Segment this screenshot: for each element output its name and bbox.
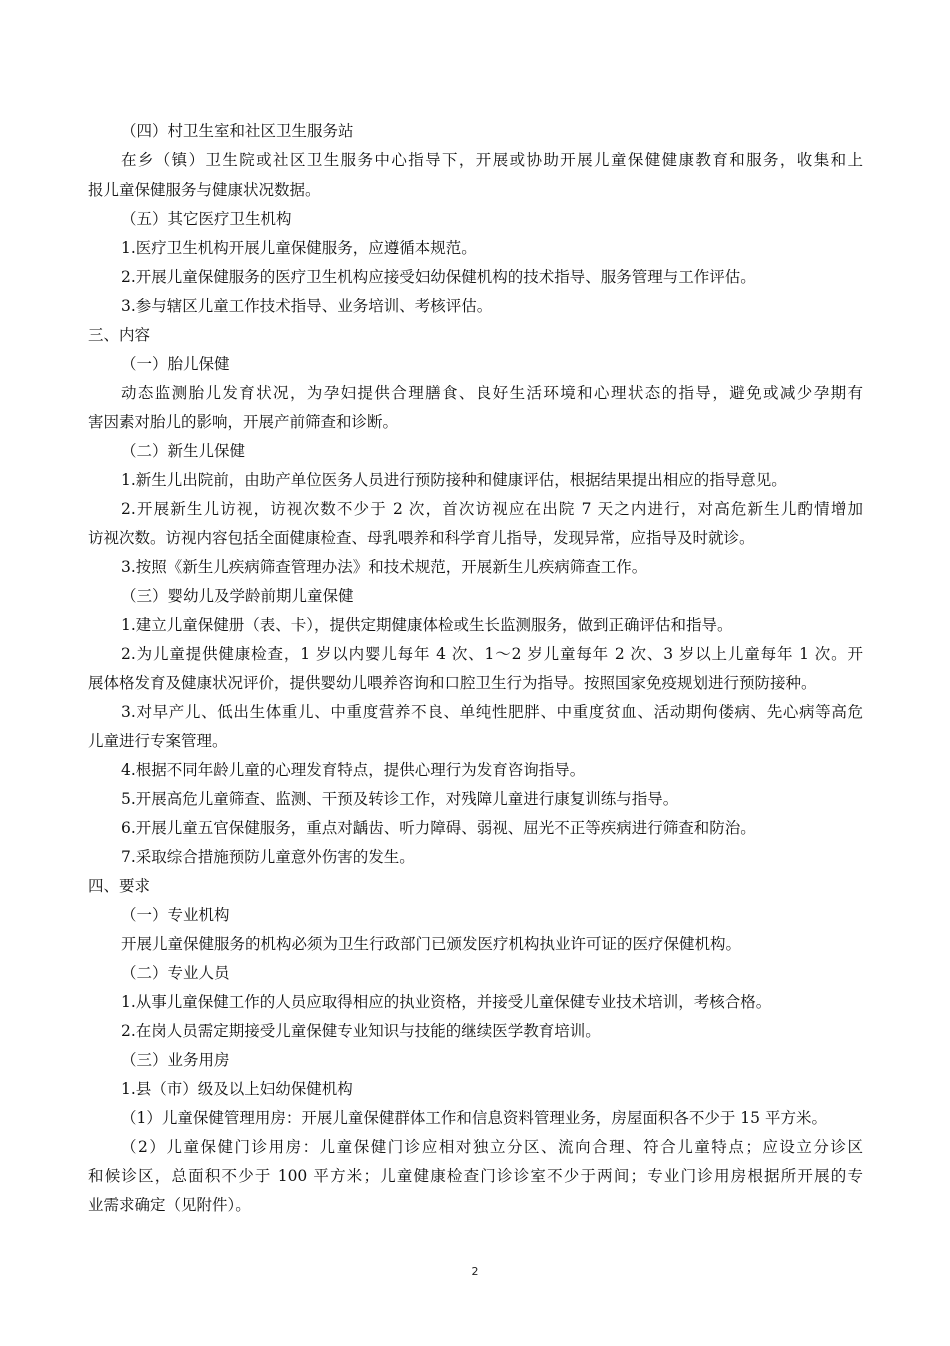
text-line: 5.开展高危儿童筛查、监测、干预及转诊工作，对残障儿童进行康复训练与指导。	[121, 790, 679, 808]
text-line: 1.从事儿童保健工作的人员应取得相应的执业资格，并接受儿童保健专业技术培训，考核合格。	[121, 993, 772, 1011]
text-line: 动态监测胎儿发育状况，为孕妇提供合理膳食、良好生活环境和心理状态的指导，避免或减少孕期有	[121, 384, 863, 402]
text-line: （五）其它医疗卫生机构	[121, 210, 292, 228]
text-line: （1）儿童保健管理用房：开展儿童保健群体工作和信息资料管理业务，房屋面积各不少于 15 平方米。	[121, 1109, 827, 1127]
text-line: 2.在岗人员需定期接受儿童保健专业知识与技能的继续医学教育培训。	[121, 1022, 601, 1040]
text-line: 害因素对胎儿的影响，开展产前筛查和诊断。	[88, 413, 399, 431]
text-line: 2.为儿童提供健康检查，1 岁以内婴儿每年 4 次、1～2 岁儿童每年 2 次、3 岁以上儿童每年 1 次。开	[121, 645, 863, 663]
text-line: （三）业务用房	[121, 1051, 230, 1069]
text-line: 3.参与辖区儿童工作技术指导、业务培训、考核评估。	[121, 297, 493, 315]
text-line: 1.建立儿童保健册（表、卡），提供定期健康体检或生长监测服务，做到正确评估和指导。	[121, 616, 733, 634]
text-line: （二）专业人员	[121, 964, 230, 982]
text-line: 7.采取综合措施预防儿童意外伤害的发生。	[121, 848, 415, 866]
text-line: （二）新生儿保健	[121, 442, 246, 460]
text-line: 4.根据不同年龄儿童的心理发育特点，提供心理行为发育咨询指导。	[121, 761, 586, 779]
section-heading: 三、内容	[88, 326, 151, 344]
text-line: 1.县（市）级及以上妇幼保健机构	[121, 1080, 353, 1098]
text-line: 业需求确定（见附件）。	[88, 1196, 251, 1214]
text-line: （2）儿童保健门诊用房：儿童保健门诊应相对独立分区、流向合理、符合儿童特点；应设立分诊区	[121, 1138, 863, 1156]
text-line: （四）村卫生室和社区卫生服务站	[121, 122, 354, 140]
page-number: 2	[471, 1265, 479, 1278]
text-line: 6.开展儿童五官保健服务，重点对龋齿、听力障碍、弱视、屈光不正等疾病进行筛查和防治。	[121, 819, 756, 837]
text-line: 访视次数。访视内容包括全面健康检查、母乳喂养和科学育儿指导，发现异常，应指导及时就诊。	[88, 529, 755, 547]
text-line: （三）婴幼儿及学龄前期儿童保健	[121, 587, 354, 605]
text-line: 1.新生儿出院前，由助产单位医务人员进行预防接种和健康评估，根据结果提出相应的指导意见。	[121, 471, 787, 489]
text-line: 2.开展儿童保健服务的医疗卫生机构应接受妇幼保健机构的技术指导、服务管理与工作评估。	[121, 268, 756, 286]
text-line: 在乡（镇）卫生院或社区卫生服务中心指导下，开展或协助开展儿童保健健康教育和服务，收集和上	[121, 151, 863, 169]
text-line: 报儿童保健服务与健康状况数据。	[88, 181, 321, 199]
text-line: 3.按照《新生儿疾病筛查管理办法》和技术规范，开展新生儿疾病筛查工作。	[121, 558, 648, 576]
text-line: 儿童进行专案管理。	[88, 732, 228, 750]
text-line: 和候诊区，总面积不少于 100 平方米；儿童健康检查门诊诊室不少于两间；专业门诊用房根据所开展的专	[88, 1167, 863, 1185]
text-line: 1.医疗卫生机构开展儿童保健服务，应遵循本规范。	[121, 239, 477, 257]
text-line: 开展儿童保健服务的机构必须为卫生行政部门已颁发医疗机构执业许可证的医疗保健机构。	[121, 935, 742, 953]
section-heading: 四、要求	[88, 877, 151, 895]
text-line: （一）胎儿保健	[121, 355, 230, 373]
text-line: 2.开展新生儿访视，访视次数不少于 2 次，首次访视应在出院 7 天之内进行，对高危新生儿酌情增加	[121, 500, 863, 518]
text-line: 3.对早产儿、低出生体重儿、中重度营养不良、单纯性肥胖、中重度贫血、活动期佝偻病、先心病等高危	[121, 703, 863, 721]
text-line: （一）专业机构	[121, 906, 230, 924]
text-line: 展体格发育及健康状况评价，提供婴幼儿喂养咨询和口腔卫生行为指导。按照国家免疫规划进行预防接种。	[88, 674, 817, 692]
